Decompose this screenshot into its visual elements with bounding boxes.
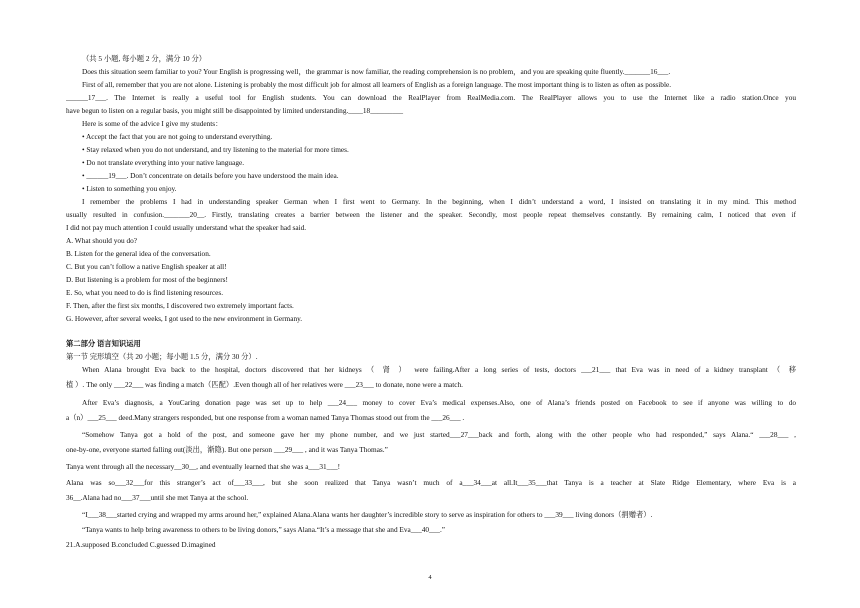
text-line: 21.A.supposed B.concluded C.guessed D.imagined	[66, 540, 216, 549]
text-line: E. So, what you need to do is find listening resources.	[66, 288, 224, 297]
text-line: When Alana brought Eva back to the hospital, doctors discovered that her kidneys （ 肾 ） were failing.After a long series of tests, doctors ___21___ that Eva was in need of a kidney transplant （ 移	[82, 365, 796, 374]
text-line: G. However, after several weeks, I got used to the new environment in Germany.	[66, 314, 303, 323]
text-line: Here is some of the advice I give my students：	[82, 119, 223, 128]
text-line: F. Then, after the first six months, I discovered two extremely important facts.	[66, 301, 294, 310]
text-line: usually resulted in confusion._______20__. Firstly, translating creates a barrier between the listener and the speaker. Secondly, most people repeat themselves constantly. By remaining calm, I noticed that even if	[66, 210, 796, 219]
page-number: 4	[428, 574, 432, 581]
text-line: C. But you can’t follow a native English speaker at all!	[66, 262, 227, 271]
text-line: “Somehow Tanya got a hold of the post, and someone gave her my phone number, and we just started___27___back and forth, along with the other people who had responded,” says Alana.“ ___28___ ,	[82, 430, 796, 439]
text-line: First of all, remember that you are not alone. Listening is probably the most difficult job for almost all learners of English as a foreign language. The most important thing is to listen as often as possible.	[82, 80, 672, 89]
text-line: “Tanya wants to help bring awareness to others to be living donors,” says Alana.“It’s a message that she and Eva___40___.”	[82, 525, 446, 534]
text-line: B. Listen for the general idea of the conversation.	[66, 249, 211, 258]
text-line: • Stay relaxed when you do not understand, and try listening to the material for more times.	[82, 145, 349, 154]
text-line: 第二部分 语言知识运用	[66, 339, 141, 348]
text-line: • Listen to something you enjoy.	[82, 184, 177, 193]
text-line: one-by-one, everyone started falling out(淡出，渐隐). But one person ___29___ , and it was Tanya Thomas.”	[66, 445, 388, 454]
text-line: 第一节 完形填空（共 20 小题；每小题 1.5 分，满分 30 分）.	[66, 352, 258, 361]
text-line: A. What should you do?	[66, 236, 138, 245]
text-line: （共 5 小题, 每小题 2 分，满分 10 分）	[82, 54, 207, 63]
text-line: 36__.Alana had no___37___until she met Tanya at the school.	[66, 493, 249, 502]
text-line: have begun to listen on a regular basis, you might still be disappointed by limited understanding.____18_________	[66, 106, 404, 115]
text-line: a（n）___25___ deed.Many strangers responded, but one response from a woman named Tanya Thomas stood out from the ___26___ .	[66, 413, 465, 422]
text-line: • Accept the fact that you are not going to understand everything.	[82, 132, 273, 141]
text-line: “I___38___started crying and wrapped my arms around her,” explained Alana.Alana wants her daughter’s incredible story to serve as inspiration for others to ___39___ living donors（捐赠者）.	[82, 510, 653, 519]
text-line: Tanya went through all the necessary__30__, and eventually learned that she was a___31___!	[66, 462, 341, 471]
text-line: I remember the problems I had in understanding speaker German when I first went to Germany. In the beginning, when I didn’t understand a word, I insisted on translating it in my mind. This method	[82, 197, 796, 206]
text-line: • Do not translate everything into your native language.	[82, 158, 245, 167]
text-line: • ______19___. Don’t concentrate on details before you have understood the main idea.	[82, 171, 339, 180]
text-line: After Eva’s diagnosis, a YouCaring donation page was set up to help ___24___ money to cover Eva’s medical expenses.Also, one of Alana’s friends posted on Facebook to see if anyone was willing to do	[82, 398, 796, 407]
text-line: ______17___. The Internet is really a useful tool for English students. You can download the RealPlayer from RealMedia.com. The RealPlayer allows you to use the Internet like a radio station.Once you	[66, 93, 796, 102]
text-line: 植 ）. The only ___22___ was finding a match（匹配）.Even though all of her relatives were ___23___ to donate, none were a match.	[66, 380, 463, 389]
text-line: Does this situation seem familiar to you? Your English is progressing well，the grammar is now familiar, the reading comprehension is no problem，and you are speaking quite fluently._______16___.	[82, 67, 671, 76]
text-line: D. But listening is a problem for most of the beginners!	[66, 275, 228, 284]
text-line: I did not pay much attention I could usually understand what the speaker had said.	[66, 223, 307, 232]
text-line: Alana was so___32___for this stranger’s act of___33___, but she soon realized that Tanya wasn’t much of a___34___at all.It___35___that Tanya is a teacher at Slate Ridge Elementary, where Eva is a	[66, 478, 796, 487]
